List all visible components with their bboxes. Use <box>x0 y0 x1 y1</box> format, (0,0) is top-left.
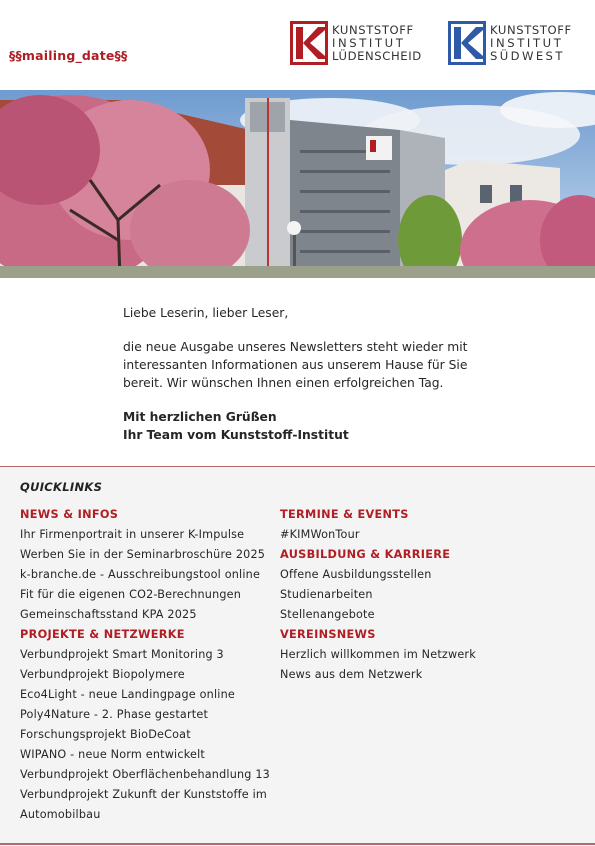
section-heading-verein[interactable]: VEREINSNEWS <box>280 628 376 641</box>
link-item[interactable]: Offene Ausbildungsstellen <box>280 568 432 581</box>
mailing-date: §§mailing_date§§ <box>9 48 128 63</box>
intro-body: die neue Ausgabe unseres Newsletters steht wieder mit interessanten Informationen aus unserem Hause für Sie bereit. Wir wünschen Ihnen einen erfolgreichen Tag. <box>123 340 468 390</box>
k-logo-red-icon <box>290 21 328 65</box>
signature-line-2: Ihr Team vom Kunststoff-Institut <box>123 428 349 442</box>
logo-luedenscheid-text: KUNSTSTOFF INSTITUT LÜDENSCHEID <box>332 22 422 63</box>
section-heading-projekte[interactable]: PROJEKTE & NETZWERKE <box>20 628 185 641</box>
logo-luedenscheid[interactable] <box>290 21 422 65</box>
signature-line-1: Mit herzlichen Grüßen <box>123 410 277 424</box>
link-item[interactable]: Forschungsprojekt BioDeCoat <box>20 728 191 741</box>
link-item[interactable]: WIPANO - neue Norm entwickelt <box>20 748 205 761</box>
link-item[interactable]: Verbundprojekt Zukunft der Kunststoffe im Automobilbau <box>20 788 268 821</box>
logo-suedwest[interactable] <box>448 21 572 65</box>
quicklinks-right-column <box>280 505 580 685</box>
link-item[interactable]: Verbundprojekt Biopolymere <box>20 668 185 681</box>
newsletter-header <box>0 0 595 90</box>
greeting: Liebe Leserin, lieber Leser, <box>123 306 289 320</box>
logo-suedwest-text: KUNSTSTOFF INSTITUT SÜDWEST <box>490 22 572 63</box>
link-item[interactable]: k-branche.de - Ausschreibungstool online <box>20 568 261 581</box>
link-item[interactable]: Studienarbeiten <box>280 588 373 601</box>
k-logo-blue-icon <box>448 21 486 65</box>
link-item[interactable]: Poly4Nature - 2. Phase gestartet <box>20 708 209 721</box>
quicklinks-panel <box>0 466 595 846</box>
hero-image-building <box>0 90 595 278</box>
link-item[interactable]: Ihr Firmenportrait in unserer K-Impulse <box>20 528 245 541</box>
link-item[interactable]: Werben Sie in der Seminarbroschüre 2025 <box>20 548 266 561</box>
link-item[interactable]: Verbundprojekt Smart Monitoring 3 <box>20 648 224 661</box>
link-item[interactable]: Fit für die eigenen CO2-Berechnungen <box>20 588 242 601</box>
section-heading-news[interactable]: NEWS & INFOS <box>20 508 119 521</box>
link-item[interactable]: #KIMWonTour <box>280 528 360 541</box>
link-item[interactable]: News aus dem Netzwerk <box>280 668 423 681</box>
link-item[interactable]: Verbundprojekt Oberflächenbehandlung 13 <box>20 768 270 781</box>
section-heading-termine[interactable]: TERMINE & EVENTS <box>280 508 409 521</box>
quicklinks-title: QUICKLINKS <box>20 480 103 494</box>
link-item[interactable]: Herzlich willkommen im Netzwerk <box>280 648 476 661</box>
section-heading-ausbildung[interactable]: AUSBILDUNG & KARRIERE <box>280 548 451 561</box>
link-item[interactable]: Eco4Light - neue Landingpage online <box>20 688 235 701</box>
quicklinks-left-column <box>20 505 275 825</box>
link-item[interactable]: Gemeinschaftsstand KPA 2025 <box>20 608 197 621</box>
link-item[interactable]: Stellenangebote <box>280 608 375 621</box>
intro-text <box>0 278 595 444</box>
